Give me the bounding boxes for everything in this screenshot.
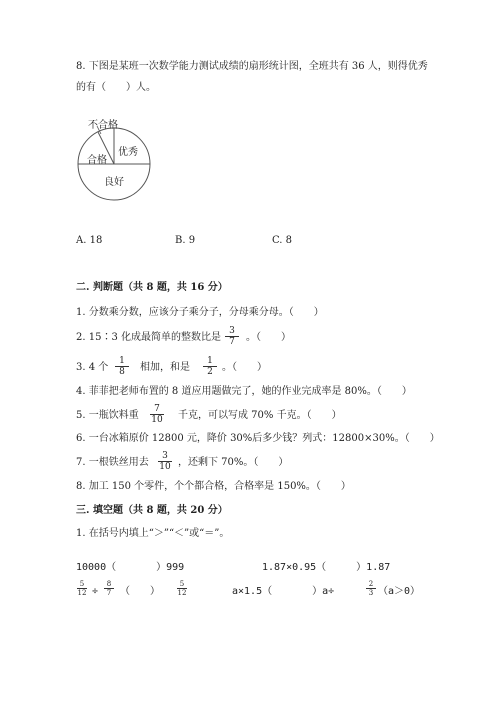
fraction-denominator: 10 [151,415,163,425]
section-2-heading: 二. 判断题（共 8 题，共 16 分） [76,282,228,293]
fraction-denominator: 2 [207,367,213,377]
pie-label-excellent: 优秀 [118,147,138,158]
compare-row-1-right: 1.87×0.95（ ）1.87 [262,562,391,573]
compare-row-2-fraction-b [104,580,114,597]
fill-item-1: 1. 在括号内填上“＞”“＜”或“＝”。 [76,528,230,539]
fraction-denominator: 12 [77,589,87,597]
judge-item-2-tail: 。（ ） [246,332,291,343]
fraction-denominator: 10 [159,462,171,472]
compare-row-2-condition: （a＞0） [378,586,421,597]
judge-item-7-text: 7. 一根铁丝用去 [76,457,149,468]
compare-row-2-right: a×1.5（ ）a÷ [232,586,335,597]
judge-item-3-mid: 相加，和是 [140,362,190,373]
fraction-numerator: 8 [104,580,114,589]
fraction-denominator: 8 [119,367,125,377]
judge-item-8: 8. 加工 150 个零件，个个都合格，合格率是 150%。（ ） [76,481,351,492]
option-a: A. 18 [76,235,103,246]
question-8-line-1: 8. 下图是某班一次数学能力测试成绩的扇形统计图，全班共有 36 人，则得优秀 [76,61,428,72]
fraction-numerator: 2 [366,580,376,589]
fraction-denominator: 7 [229,337,235,347]
option-b: B. 9 [175,235,196,246]
judge-item-7-fraction [158,451,172,472]
pie-label-pass: 合格 [87,155,107,166]
fraction-denominator: 12 [177,589,187,597]
division-sign: ÷ [92,586,99,597]
compare-row-2-blank: （ ） [120,586,160,597]
judge-item-5-fraction [150,404,164,425]
section-3-heading: 三. 填空题（共 8 题，共 20 分） [76,505,228,516]
judge-item-2-text: 2. 15∶3 化成最简单的整数比是 [76,332,221,343]
fraction-denominator: 3 [368,589,374,597]
question-8-line-2: 的有（ ）人。 [76,82,156,93]
judge-item-1: 1. 分数乘分数，应该分子乘分子，分母乘分母。（ ） [76,307,324,318]
pie-label-good: 良好 [104,177,124,188]
judge-item-4: 4. 菲菲把老师布置的 8 道应用题做完了，她的作业完成率是 80%。（ ） [76,386,412,397]
compare-row-2-fraction-e [366,580,376,597]
judge-item-3-text: 3. 4 个 [76,362,109,373]
option-c: C. 8 [272,235,293,246]
fraction-numerator: 1 [115,356,129,367]
judge-item-3-fraction-a [115,356,129,377]
compare-row-2-fraction-a [77,580,87,597]
fraction-numerator: 3 [158,451,172,462]
judge-item-2-fraction [225,326,239,347]
judge-item-5-tail: 千克，可以写成 70% 千克。（ ） [178,410,342,421]
pie-label-fail: 不合格 [88,120,118,131]
judge-item-5-text: 5. 一瓶饮料重 [76,410,139,421]
fraction-numerator: 5 [77,580,87,589]
compare-row-2-fraction-c [177,580,187,597]
fraction-numerator: 1 [203,356,217,367]
fraction-numerator: 5 [177,580,187,589]
judge-item-3-tail: 。（ ） [222,362,267,373]
fraction-numerator: 3 [225,326,239,337]
judge-item-3-fraction-b [203,356,217,377]
fraction-numerator: 7 [150,404,164,415]
judge-item-6: 6. 一台冰箱原价 12800 元，降价 30%后多少钱？列式：12800×30%。（ ） [76,433,440,444]
judge-item-7-tail: ，还剩下 70%。（ ） [178,457,289,468]
compare-row-1-left: 10000（ ）999 [76,562,185,573]
fraction-denominator: 7 [106,589,112,597]
